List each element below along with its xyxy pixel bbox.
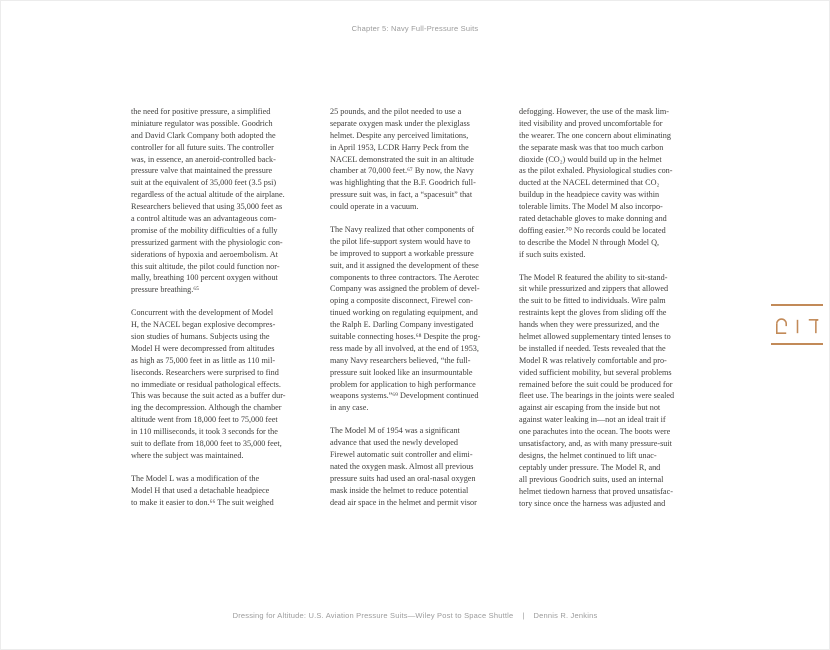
- text-line: liseconds. Researchers were surprised to find: [131, 367, 279, 377]
- text-line: be installed if needed. Tests revealed that the: [519, 343, 666, 353]
- page-number-digit: [792, 315, 803, 338]
- text-line: Company was assigned the problem of devel-: [330, 284, 480, 294]
- text-line: the pilot life-support system would have to: [330, 236, 471, 246]
- text-line: controller for all future suits. The controller: [131, 142, 274, 152]
- text-line: the Ralph E. Darling Company investigated: [330, 320, 474, 330]
- text-line: against water leaking in—not an ideal trait if: [519, 415, 666, 425]
- text-line: in 110 milliseconds, it took 3 seconds for the: [131, 427, 278, 437]
- text-line: and David Clark Company both adopted the: [131, 130, 276, 140]
- text-line: The Model M of 1954 was a significant: [330, 426, 460, 436]
- footer-book-title: Dressing for Altitude: U.S. Aviation Pressure Suits—Wiley Post to Space Shuttle: [232, 611, 514, 620]
- text-line: mask inside the helmet to reduce potential: [330, 485, 469, 495]
- page-footer: [0, 611, 830, 620]
- paragraph: [131, 307, 313, 462]
- text-line: NACEL demonstrated the suit in an altitude: [330, 154, 474, 164]
- text-line: to make it easier to don.⁶⁶ The suit weighed: [131, 497, 274, 507]
- text-line: oping a composite disconnect, Firewel con-: [330, 296, 473, 306]
- text-line: against air escaping from the inside but not: [519, 403, 661, 413]
- paragraph: [519, 106, 701, 261]
- text-line: one parachutes into the ocean. The boots were: [519, 427, 671, 437]
- paragraph: [519, 272, 701, 510]
- text-line: The Model L was a modification of the: [131, 473, 260, 483]
- text-line: weapons systems.”⁶⁹ Development continued: [330, 391, 479, 401]
- text-line: if such suits existed.: [519, 249, 586, 259]
- text-line: pressurized garment with the physiologic con-: [131, 237, 283, 247]
- text-line: mally, breathing 100 percent oxygen without: [131, 273, 278, 283]
- text-column-right: [519, 106, 701, 509]
- text-line: Model H were decompressed from altitudes: [131, 343, 275, 353]
- text-line: The Model R featured the ability to sit-stand-: [519, 272, 668, 282]
- paragraph: [330, 425, 512, 508]
- footer-divider: |: [522, 611, 525, 620]
- text-line: Model R was relatively comfortable and pro-: [519, 355, 667, 365]
- text-line: chamber at 70,000 feet.⁶⁷ By now, the Navy: [330, 166, 474, 176]
- text-line: to describe the Model N through Model Q,: [519, 237, 660, 247]
- text-line: The Navy realized that other components of: [330, 225, 475, 235]
- text-line: sit while pressurized and zippers that allowed: [519, 284, 669, 294]
- text-line: ress made by all involved, at the end of 1953,: [330, 343, 479, 353]
- text-column-left: [131, 106, 313, 509]
- page-number: [771, 306, 823, 343]
- page-number-block: [771, 304, 823, 345]
- text-line: H, the NACEL began explosive decompres-: [131, 320, 276, 330]
- text-line: rated detachable gloves to make donning and: [519, 214, 667, 224]
- text-line: designs, the helmet continued to lift unac-: [519, 450, 657, 460]
- text-line: ducted at the NACEL determined that CO₂: [519, 178, 660, 188]
- text-line: regardless of the actual altitude of the airplane.: [131, 190, 285, 200]
- text-line: was highlighting that the B.F. Goodrich full-: [330, 178, 476, 188]
- text-line: Model H that used a detachable headpiece: [131, 485, 270, 495]
- text-line: suitable connecting hoses.⁶⁸ Despite the prog-: [330, 332, 481, 342]
- text-line: could operate in a vacuum.: [330, 202, 419, 212]
- paragraph: [330, 224, 512, 414]
- paragraph: [330, 106, 512, 213]
- text-line: dead air space in the helmet and permit visor: [330, 497, 477, 507]
- text-line: problem for application to high performance: [330, 379, 476, 389]
- footer-author: Dennis R. Jenkins: [533, 611, 598, 620]
- text-line: the need for positive pressure, a simplified: [131, 107, 271, 116]
- text-line: a control altitude was an advantageous com-: [131, 214, 277, 224]
- text-line: no immediate or residual pathological effects.: [131, 379, 281, 389]
- text-line: siderations of hypoxia and aeroembolism. At: [131, 249, 278, 259]
- text-line: separate oxygen mask under the plexiglass: [330, 118, 470, 128]
- text-line: suit to deflate from 18,000 feet to 35,000 feet,: [131, 439, 282, 449]
- text-line: sion studies of humans. Subjects using the: [131, 332, 270, 342]
- running-header: Chapter 5: Navy Full-Pressure Suits: [351, 24, 479, 33]
- text-line: miniature regulator was possible. Goodrich: [131, 118, 273, 128]
- text-line: tolerable limits. The Model M also incorpo-: [519, 202, 663, 212]
- text-line: pressure breathing.⁶⁵: [131, 285, 200, 295]
- text-column-middle: [330, 106, 512, 509]
- text-line: pressure suit was, in fact, a “spacesuit” that: [330, 190, 473, 200]
- text-line: pressure suit looked like an insurmountable: [330, 367, 473, 377]
- text-line: advance that used the newly developed: [330, 438, 458, 448]
- text-line: the suit to be fitted to individuals. Wire palm: [519, 296, 666, 306]
- text-line: restraints kept the gloves from sliding off the: [519, 308, 667, 318]
- text-line: ceptably under pressure. The Model R, and: [519, 462, 661, 472]
- text-line: buildup in the headpiece cavity was within: [519, 190, 660, 200]
- text-line: as the pilot exhaled. Physiological studies con-: [519, 166, 673, 176]
- text-line: promise of the mobility difficulties of a fully: [131, 225, 278, 235]
- text-line: nated the oxygen mask. Almost all previous: [330, 461, 474, 471]
- text-line: vided sufficient mobility, but several problems: [519, 367, 672, 377]
- text-line: helmet allowed supplementary tinted lenses to: [519, 332, 671, 342]
- text-line: Researchers believed that using 35,000 feet as: [131, 202, 283, 212]
- text-line: as high as 75,000 feet in as little as 110 mil-: [131, 355, 276, 365]
- text-line: 25 pounds, and the pilot needed to use a: [330, 107, 462, 116]
- text-line: defogging. However, the use of the mask lim-: [519, 107, 669, 116]
- text-line: suit at the equivalent of 35,000 feet (3.5 psi): [131, 178, 277, 188]
- text-line: be improved to support a workable pressure: [330, 248, 474, 258]
- text-line: the wearer. The one concern about eliminating: [519, 130, 671, 140]
- paragraph: [131, 106, 313, 296]
- text-line: unsatisfactory, and, as with many pressure-suit: [519, 439, 672, 449]
- text-line: tory since once the harness was adjusted and: [519, 498, 666, 508]
- text-line: Concurrent with the development of Model: [131, 308, 274, 318]
- text-line: This was because the suit acted as a buffer dur-: [131, 391, 286, 401]
- text-line: components to three contractors. The Aerotec: [330, 272, 479, 282]
- page-number-rule-bottom: [771, 343, 823, 345]
- text-line: many Navy researchers believed, “the full-: [330, 355, 471, 365]
- text-line: remained before the suit could be produced for: [519, 379, 673, 389]
- text-line: tinued working on regulating equipment, and: [330, 308, 478, 318]
- text-line: doffing easier.⁷⁰ No records could be located: [519, 225, 666, 235]
- text-line: helmet. Despite any perceived limitations,: [330, 130, 469, 140]
- text-line: ing the decompression. Although the chamber: [131, 403, 282, 413]
- text-line: in April 1953, LCDR Harry Peck from the: [330, 142, 469, 152]
- text-line: dioxide (CO₂) would build up in the helmet: [519, 154, 662, 164]
- text-line: Firewel automatic suit controller and elimi-: [330, 450, 473, 460]
- text-line: this suit altitude, the pilot could function nor-: [131, 261, 280, 271]
- text-line: pressure valve that maintained the pressure: [131, 166, 273, 176]
- text-line: the separate mask was that too much carbon: [519, 142, 664, 152]
- text-line: in any case.: [330, 403, 369, 413]
- text-line: all previous Goodrich suits, used an internal: [519, 474, 664, 484]
- page-number-digit: [776, 315, 787, 338]
- paragraph: [131, 473, 313, 509]
- text-line: suit, and it assigned the development of these: [330, 260, 479, 270]
- page-number-digit: [808, 315, 819, 338]
- text-line: where the subject was maintained.: [131, 450, 244, 460]
- text-line: ited visibility and proved uncomfortable for: [519, 118, 663, 128]
- text-line: fleet use. The bearings in the joints were sealed: [519, 391, 675, 401]
- text-line: hands when they were pressurized, and the: [519, 320, 660, 330]
- text-line: pressure suits had used an oral-nasal oxygen: [330, 473, 476, 483]
- text-line: was, in essence, an aneroid-controlled back-: [131, 154, 276, 164]
- text-line: altitude went from 18,000 feet to 75,000 feet: [131, 415, 278, 425]
- text-line: helmet tiedown harness that proved unsatisfac-: [519, 486, 673, 496]
